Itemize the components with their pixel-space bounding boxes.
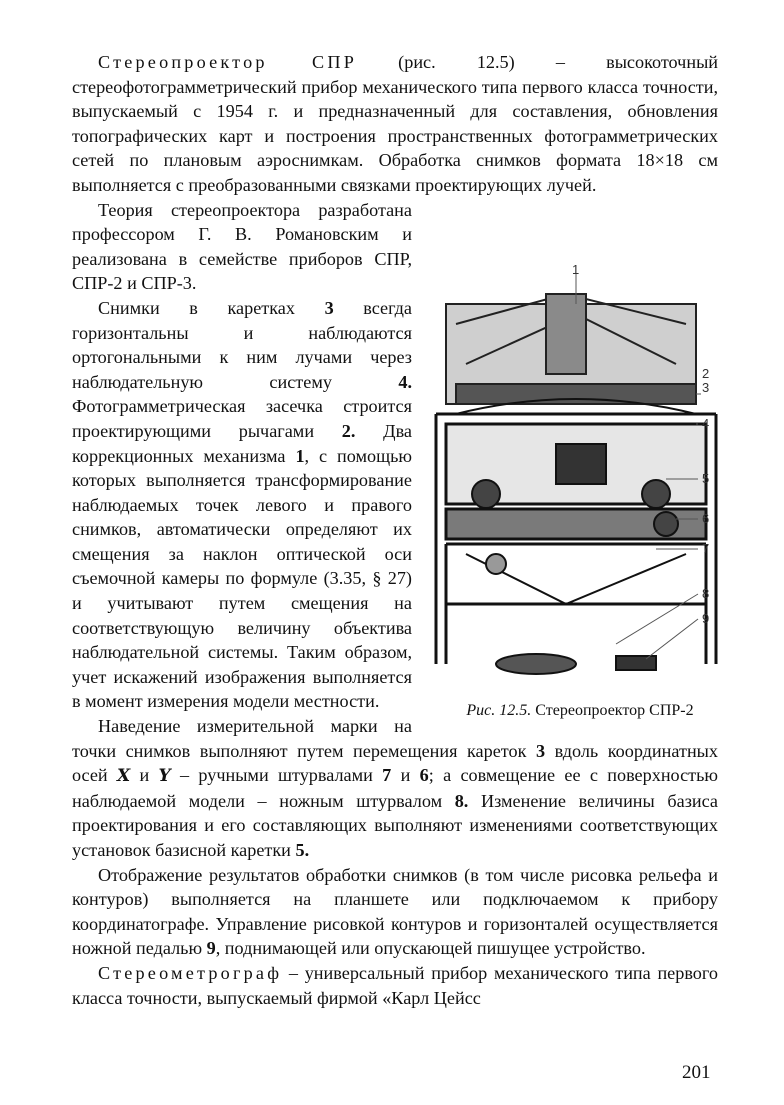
callout-8: 8 <box>702 585 710 601</box>
callout-7: 7 <box>702 540 710 556</box>
term-stereometrograph: Стереометрограф <box>98 962 283 983</box>
ref-observation-system-4: 4. <box>398 371 412 392</box>
figure-12-5 <box>426 264 718 724</box>
page-number: 201 <box>682 1062 711 1083</box>
ref-handwheel-6: 6 <box>419 765 429 786</box>
p4-text-a: Наведение измерительной марки на точки снимков выполняют путем перемещения кареток <box>72 716 536 761</box>
paragraph-1 <box>72 50 718 198</box>
callout-4: 4 <box>702 415 710 431</box>
paragraph-4 <box>72 714 718 863</box>
paragraph-2: Теория стереопроектора разработана профессором Г. В. Романовским и реализована в семействе приборов СПР, СПР-2 и СПР-3. <box>72 199 412 294</box>
paragraph-5 <box>72 863 718 961</box>
figure-reference: (рис. 12.5) <box>398 52 515 72</box>
figure-caption <box>440 702 720 720</box>
callout-9: 9 <box>702 610 710 626</box>
axis-y: Y <box>158 766 171 787</box>
p3-text-c: Фотограмметрическая засечка строится проектирующими рычагами <box>72 396 412 441</box>
ref-base-carriage-5: 5. <box>295 840 310 860</box>
callout-6: 6 <box>702 510 710 526</box>
p4-text-f: ; а совмещение ее с поверхностью наблюдаемой модели – ножным штурвалом <box>72 765 719 811</box>
ref-correction-1: 1 <box>295 445 305 466</box>
ref-levers-2: 2. <box>341 420 356 441</box>
axis-x: X <box>116 766 131 787</box>
p5-text-a: Отображение результатов обработки снимков (в том числе рисовка рельефа и контуров) выполняется на планшете или подключаемом к прибору координатографе. Управление рисовкой контуров и горизонталей осуществляется ножной педалью <box>72 864 718 959</box>
p3-text-e: , с помощью которых выполняется трансформирование наблюдаемых точек левого и правого снимков, автоматически определяют их смещения за наклон оптической оси съемочной камеры по формуле (3.35, § 27) и учитывают путем смещения на соответствующую величину объектива наблюдательной системы. Таким образом, учет искажений изображения выполняется в момент измерения модели местности. <box>72 445 412 712</box>
p3-text-d: Два коррекционных механизма <box>72 420 412 466</box>
p4-text-g: Изменение величины базиса проектирования и его составляющих выполняют изменениями соответствующих установок базисной каретки <box>72 790 718 860</box>
ref-carriage-3: 3 <box>324 297 334 318</box>
p4-text-c: и <box>130 765 159 786</box>
p4-text-d: – ручными штурвалами <box>170 765 383 786</box>
ref-carriage-3b: 3 <box>535 740 546 761</box>
paragraph-6 <box>72 961 718 1010</box>
paragraph-6-text: – универсальный прибор механического типа первого класса точности, выпускаемый фирмой «Карл Цейсс <box>72 962 718 1008</box>
ref-footwheel-8: 8. <box>454 790 469 811</box>
callout-5: 5 <box>702 470 710 486</box>
spr2-device-illustration <box>426 264 726 694</box>
callout-2: 2 <box>702 365 710 381</box>
term-stereoprojector-spr: Стереопроектор СПР <box>98 52 358 72</box>
caption-text: Стереопроектор СПР-2 <box>531 701 694 719</box>
page-body <box>72 50 718 1010</box>
p4-text-e: и <box>391 765 420 786</box>
caption-label: Рис. 12.5. <box>466 701 532 719</box>
p3-text-a: Снимки в каретках <box>98 297 325 318</box>
ref-pedal-9: 9 <box>206 938 216 959</box>
p3-text-b: всегда горизонтальны и наблюдаются ортогональными к ним лучами через наблюдательную систему <box>72 297 412 392</box>
paragraph-1-text: – высокоточный стереофотограмметрический прибор механического типа первого класса точности, выпускаемый с 1954 г. и предназначенный для составления, обновления топографических карт и построения пространственных фотограмметрических сетей по плановым аэроснимкам. Обработка снимков формата 18×18 см выполняется с преобразованными связками проектирующих лучей. <box>72 52 719 195</box>
callout-1: 1 <box>572 263 580 277</box>
p5-text-b: , поднимающей или опускающей пишущее устройство. <box>215 938 646 959</box>
ref-handwheel-7: 7 <box>382 765 392 786</box>
callout-3: 3 <box>702 379 710 395</box>
p4-text-b: вдоль координатных осей <box>72 740 718 786</box>
